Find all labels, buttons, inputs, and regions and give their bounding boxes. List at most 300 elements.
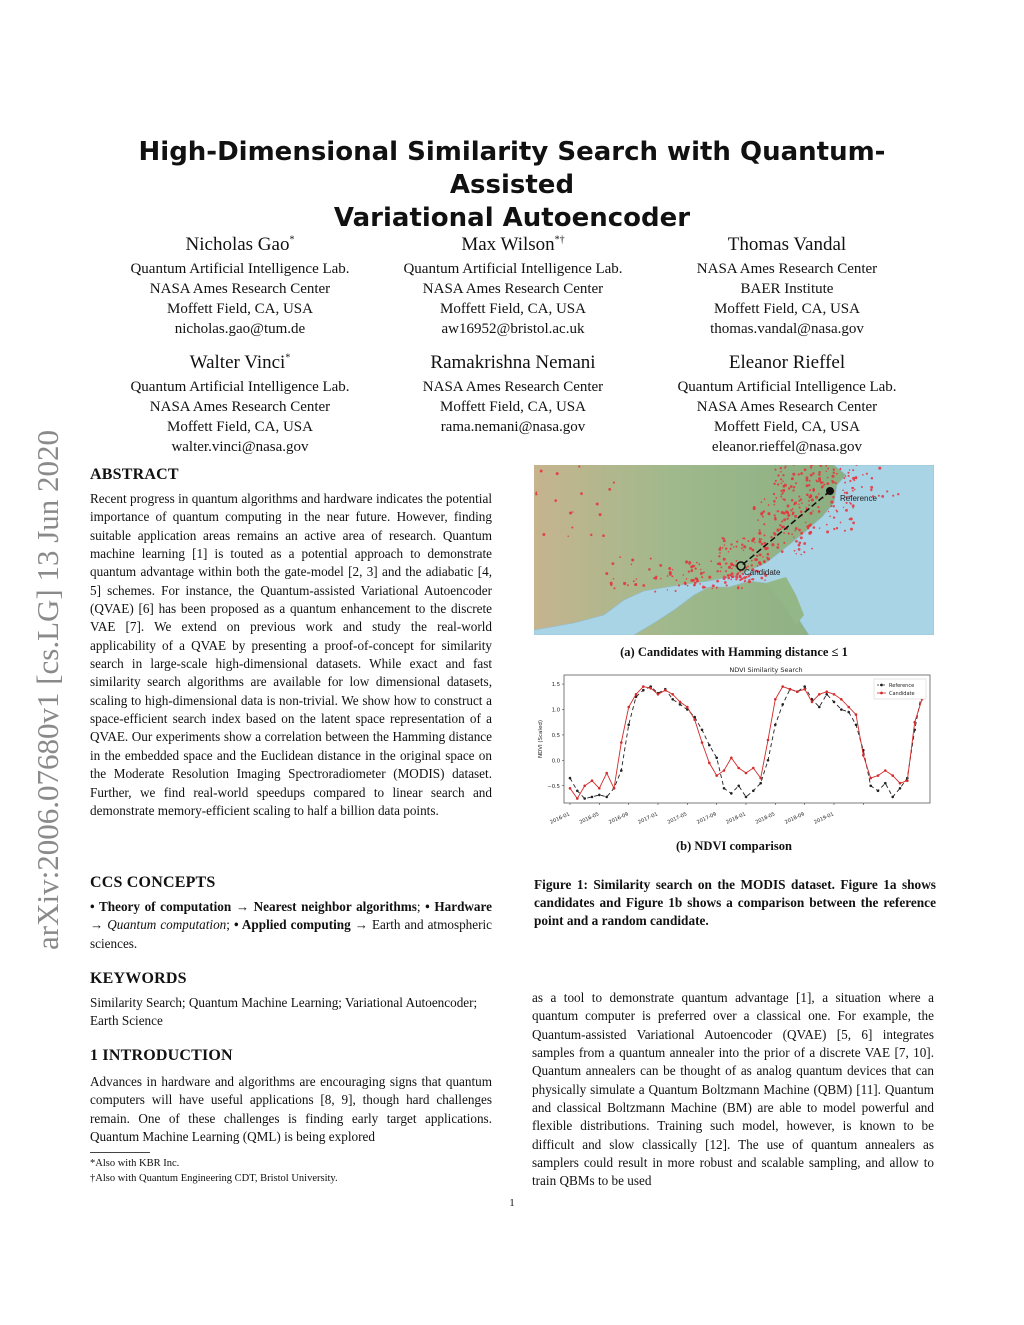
ccs-arrow: → — [90, 917, 104, 933]
data-point-candidate — [730, 757, 733, 760]
author-email[interactable]: thomas.vandal@nasa.gov — [710, 321, 864, 337]
author-email[interactable]: rama.nemani@nasa.gov — [440, 419, 586, 435]
candidates-map — [534, 465, 934, 635]
hotspot — [667, 589, 668, 590]
author-block — [363, 233, 663, 339]
hotspot — [753, 507, 756, 510]
hotspot — [777, 510, 779, 512]
hotspot — [667, 575, 669, 577]
data-point-candidate — [649, 687, 652, 690]
hotspot — [642, 584, 645, 587]
hotspot — [725, 570, 727, 572]
ccs-heading: CCS CONCEPTS — [90, 874, 216, 891]
data-point-candidate — [679, 701, 682, 704]
hotspot — [759, 553, 762, 556]
hotspot — [540, 470, 543, 473]
data-point-reference — [737, 785, 740, 788]
data-point-reference — [774, 724, 777, 727]
author-block — [637, 351, 937, 457]
data-point-reference — [855, 724, 858, 727]
hotspot — [572, 511, 574, 513]
affiliation-line: Moffett Field, CA, USA — [440, 301, 586, 317]
hotspot — [806, 484, 809, 487]
hotspot — [791, 478, 793, 480]
hotspot — [687, 585, 689, 587]
hotspot — [845, 509, 848, 512]
hotspot — [686, 578, 688, 580]
author-email[interactable]: walter.vinci@nasa.gov — [171, 439, 309, 455]
data-point-candidate — [664, 689, 667, 692]
hotspot — [730, 543, 732, 545]
keywords-heading: KEYWORDS — [90, 970, 187, 987]
data-point-candidate — [774, 698, 777, 701]
hotspot — [844, 482, 846, 484]
data-point-reference — [745, 796, 748, 799]
data-point-candidate — [906, 779, 909, 782]
hotspot — [605, 572, 608, 575]
hotspot — [729, 574, 731, 576]
subfigure-a-caption: (a) Candidates with Hamming distance ≤ 1 — [620, 645, 848, 659]
data-point-reference — [642, 689, 645, 692]
data-point-candidate — [671, 693, 674, 696]
hotspot — [726, 584, 728, 586]
hotspot — [757, 565, 759, 567]
hotspot — [688, 561, 691, 564]
hotspot — [829, 516, 831, 518]
hotspot — [723, 538, 725, 540]
hotspot — [631, 558, 634, 561]
hotspot — [569, 511, 572, 514]
ccs-body — [90, 898, 492, 953]
hotspot — [775, 480, 777, 482]
author-mark: * — [285, 352, 291, 364]
hotspot — [757, 519, 759, 521]
candidate-label: Candidate — [744, 568, 781, 577]
hotspot — [832, 496, 834, 498]
hotspot — [810, 524, 812, 526]
ccs-term: • Applied computing — [233, 917, 351, 933]
data-point-reference — [877, 790, 880, 793]
hotspot — [788, 487, 790, 489]
hotspot — [735, 578, 737, 580]
hotspot — [676, 579, 678, 581]
hotspot — [793, 486, 795, 488]
hotspot — [897, 493, 899, 495]
data-point-reference — [884, 782, 887, 785]
hotspot — [852, 490, 854, 492]
x-tick-label: 2016-09 — [608, 811, 630, 826]
hotspot — [669, 573, 672, 576]
hotspot — [752, 537, 755, 540]
author-email[interactable]: nicholas.gao@tum.de — [174, 321, 306, 337]
data-point-candidate — [877, 774, 880, 777]
hotspot — [694, 565, 696, 567]
hotspot — [812, 510, 814, 512]
data-point-candidate — [635, 693, 638, 696]
data-point-reference — [833, 701, 836, 704]
hotspot — [839, 468, 841, 470]
hotspot — [781, 520, 783, 522]
author-mark: *† — [554, 234, 565, 246]
hotspot — [788, 532, 790, 534]
hotspot — [851, 487, 853, 489]
data-point-candidate — [627, 706, 630, 709]
footnote: *Also with KBR Inc. — [90, 1158, 180, 1169]
hotspot — [780, 471, 782, 473]
hotspot — [695, 577, 697, 579]
hotspot — [800, 536, 803, 539]
data-point-candidate — [855, 713, 858, 716]
author-mark: * — [289, 234, 295, 246]
affiliation-line: Moffett Field, CA, USA — [440, 399, 586, 415]
hotspot — [777, 474, 779, 476]
hotspot — [798, 548, 801, 551]
hotspot — [783, 518, 786, 521]
hotspot — [794, 550, 796, 552]
hotspot — [833, 468, 835, 470]
data-point-candidate — [642, 685, 645, 688]
hotspot — [742, 538, 744, 540]
y-tick-label: 1.5 — [551, 682, 560, 689]
hotspot — [780, 482, 782, 484]
hotspot — [850, 517, 853, 520]
hotspot — [852, 504, 855, 507]
x-ticks — [549, 803, 863, 826]
hotspot — [773, 493, 775, 495]
hotspot — [730, 579, 732, 581]
hotspot — [810, 512, 813, 515]
hotspot — [833, 472, 835, 474]
hotspot — [782, 489, 785, 492]
data-point-candidate — [818, 693, 821, 696]
y-tick-label: 0.5 — [551, 732, 560, 739]
hotspot — [840, 522, 842, 524]
hotspot — [741, 544, 743, 546]
hotspot — [719, 552, 721, 554]
hotspot — [849, 480, 851, 482]
hotspot — [718, 555, 720, 557]
introduction-body-right — [532, 989, 934, 1191]
data-point-reference — [715, 757, 718, 760]
ccs-term: • Hardware — [425, 899, 492, 914]
hotspot — [716, 570, 718, 572]
hotspot — [743, 545, 746, 548]
keywords-body — [90, 994, 492, 1031]
hotspot — [800, 472, 803, 475]
introduction-heading: 1 INTRODUCTION — [90, 1047, 233, 1064]
hotspot — [848, 475, 850, 477]
hotspot — [781, 494, 782, 495]
data-point-candidate — [803, 688, 806, 691]
hotspot — [810, 466, 812, 468]
hotspot — [833, 528, 835, 530]
hotspot — [774, 518, 777, 521]
x-tick-label: 2017-09 — [696, 811, 718, 826]
hotspot — [723, 558, 726, 561]
hotspot — [736, 573, 738, 575]
hotspot — [808, 532, 811, 535]
hotspot — [779, 528, 781, 530]
data-point-candidate — [686, 706, 689, 709]
hotspot — [700, 569, 701, 570]
hotspot — [633, 580, 635, 582]
hotspot — [613, 482, 615, 484]
x-tick-label: 2016-05 — [578, 811, 601, 826]
hotspot — [759, 538, 761, 540]
hotspot — [767, 558, 768, 559]
hotspot — [736, 546, 738, 548]
hotspot — [792, 512, 795, 515]
y-tick-label: −0.5 — [547, 783, 560, 790]
y-ticks — [547, 682, 564, 790]
hotspot — [871, 477, 873, 479]
hotspot — [808, 504, 810, 506]
hotspot — [627, 584, 629, 586]
hotspot — [743, 550, 744, 551]
data-point-candidate — [884, 769, 887, 772]
hotspot — [758, 532, 761, 535]
hotspot — [830, 501, 833, 504]
introduction-text: Advances in hardware and algorithms are encouraging signs that quantum computers will have useful applications [8, 9], though hard challenges remain. One of these challenges is finding early target applications. Quantum Machine Learning (QML) is being explored — [90, 1074, 492, 1145]
hotspot — [763, 542, 766, 545]
data-point-candidate — [569, 787, 572, 790]
hotspot — [725, 548, 727, 550]
paper-title — [100, 136, 924, 235]
hotspot — [732, 575, 735, 578]
hotspot — [764, 579, 766, 581]
hotspot — [808, 500, 810, 502]
hotspot — [796, 553, 797, 554]
hotspot — [724, 544, 726, 546]
hotspot — [749, 547, 752, 550]
hotspot — [654, 591, 656, 593]
author-name: Eleanor Rieffel — [728, 352, 846, 373]
hotspot — [783, 532, 785, 534]
data-point-reference — [818, 706, 821, 709]
hotspot — [818, 480, 821, 483]
affiliation-line: Moffett Field, CA, USA — [167, 301, 313, 317]
hotspot — [696, 562, 698, 564]
author-block — [363, 351, 663, 437]
hotspot — [724, 581, 727, 584]
hotspot — [780, 467, 782, 469]
hotspot — [861, 486, 863, 488]
hotspot — [535, 491, 537, 493]
data-point-candidate — [701, 741, 704, 744]
hotspot — [608, 488, 611, 491]
hotspot — [751, 564, 753, 566]
hotspot — [798, 500, 800, 502]
data-point-candidate — [847, 706, 850, 709]
hotspot — [761, 543, 764, 546]
data-point-reference — [605, 796, 608, 799]
hotspot — [812, 472, 815, 475]
x-tick-label: 2016-01 — [549, 811, 571, 826]
data-point-candidate — [840, 698, 843, 701]
hotspot — [613, 587, 615, 589]
hotspot — [798, 544, 801, 547]
hotspot — [818, 493, 820, 495]
hotspot — [602, 534, 605, 537]
hotspot — [852, 507, 854, 509]
hotspot — [756, 555, 758, 557]
data-point-candidate — [825, 690, 828, 693]
hotspot — [803, 542, 806, 545]
hotspot — [725, 576, 727, 578]
hotspot — [792, 508, 794, 510]
chart-title: NDVI Similarity Search — [729, 666, 803, 674]
hotspot — [781, 526, 784, 529]
hotspot — [806, 507, 808, 509]
hotspot — [727, 577, 730, 580]
hotspot — [694, 582, 697, 585]
subfigure-b-caption: (b) NDVI comparison — [676, 839, 792, 853]
hotspot — [782, 474, 784, 476]
hotspot — [759, 563, 762, 566]
data-point-reference — [752, 790, 755, 793]
author-email[interactable]: aw16952@bristol.ac.uk — [441, 321, 585, 337]
hotspot — [828, 511, 829, 512]
x-tick-label: 2018-01 — [725, 811, 747, 826]
author-email[interactable]: eleanor.rieffel@nasa.gov — [711, 439, 863, 455]
affiliation-line: Quantum Artificial Intelligence Lab. — [677, 379, 897, 395]
hotspot — [866, 473, 868, 475]
hotspot — [702, 586, 705, 589]
data-point-reference — [576, 790, 579, 793]
ccs-term: • Theory of computation — [90, 899, 232, 914]
hotspot — [768, 504, 770, 506]
hotspot — [737, 577, 739, 579]
hotspot — [738, 586, 740, 588]
hotspot — [580, 492, 583, 495]
hotspot — [623, 582, 626, 585]
hotspot — [833, 516, 835, 518]
affiliation-line: Quantum Artificial Intelligence Lab. — [130, 379, 350, 395]
hotspot — [728, 566, 731, 569]
hotspot — [870, 489, 872, 491]
hotspot — [727, 575, 729, 577]
affiliation-line: Quantum Artificial Intelligence Lab. — [403, 261, 623, 277]
data-point-candidate — [657, 693, 660, 696]
x-tick-label: 2018-09 — [784, 811, 806, 826]
data-point-candidate — [693, 718, 696, 721]
hotspot — [798, 473, 800, 475]
hotspot — [849, 469, 850, 470]
hotspot — [671, 575, 673, 577]
hotspot — [741, 587, 743, 589]
hotspot — [712, 588, 713, 589]
hotspot — [795, 527, 798, 530]
data-point-reference — [899, 787, 902, 790]
hotspot — [777, 543, 779, 545]
hotspot — [698, 563, 700, 565]
hotspot — [685, 583, 687, 585]
hotspot — [683, 574, 685, 576]
hotspot — [809, 489, 811, 491]
y-tick-label: 1.0 — [551, 707, 560, 714]
hotspot — [610, 584, 612, 586]
data-point-candidate — [620, 741, 623, 744]
hotspot — [813, 489, 815, 491]
hotspot — [818, 473, 821, 476]
hotspot — [780, 496, 782, 498]
author-name: Thomas Vandal — [727, 234, 847, 255]
data-point-candidate — [613, 787, 616, 790]
hotspot — [750, 579, 752, 581]
data-point-candidate — [869, 777, 872, 780]
legend — [874, 679, 926, 699]
hotspot — [744, 580, 746, 582]
data-point-reference — [781, 703, 784, 706]
hotspot — [668, 567, 671, 570]
hotspot — [811, 548, 813, 550]
hotspot — [826, 482, 829, 485]
hotspot — [800, 510, 803, 513]
data-point-reference — [869, 785, 872, 788]
affiliation-line: NASA Ames Research Center — [422, 379, 604, 395]
data-point-candidate — [598, 787, 601, 790]
keywords-text: Similarity Search; Quantum Machine Learning; Variational Autoencoder; Earth Science — [90, 995, 478, 1029]
x-tick-label: 2017-05 — [666, 811, 689, 826]
hotspot — [776, 529, 779, 532]
hotspot — [798, 529, 801, 532]
title-line-2: Variational Autoencoder — [333, 203, 691, 233]
hotspot — [803, 551, 805, 553]
hotspot — [736, 541, 738, 543]
ccs-term: Nearest neighbor algorithms — [253, 899, 417, 914]
data-point-candidate — [891, 774, 894, 777]
hotspot — [843, 507, 844, 508]
arxiv-id: arXiv:2006.07680v1 [cs.LG] 13 Jun 2020 — [30, 429, 65, 950]
hotspot — [774, 533, 776, 535]
x-tick-label: 2018-05 — [754, 811, 777, 826]
data-point-reference — [679, 703, 682, 706]
hotspot — [719, 570, 721, 572]
hotspot — [764, 534, 766, 536]
hotspot — [542, 533, 545, 536]
hotspot — [843, 477, 845, 479]
hotspot — [826, 530, 829, 533]
data-point-candidate — [752, 767, 755, 770]
hotspot — [815, 496, 818, 499]
data-point-candidate — [708, 762, 711, 765]
hotspot — [852, 477, 855, 480]
data-point-candidate — [789, 688, 792, 691]
data-point-candidate — [899, 782, 902, 785]
legend-reference-marker — [880, 684, 883, 687]
hotspot — [818, 510, 821, 513]
hotspot — [831, 475, 834, 478]
hotspot — [759, 529, 761, 531]
hotspot — [754, 542, 755, 543]
data-point-candidate — [715, 774, 718, 777]
hotspot — [648, 568, 651, 571]
hotspot — [850, 528, 853, 531]
affiliation-line: Quantum Artificial Intelligence Lab. — [130, 261, 350, 277]
hotspot — [730, 563, 733, 566]
hotspot — [762, 556, 764, 558]
ccs-term: Earth and atmospheric sciences. — [90, 917, 493, 951]
hotspot — [578, 466, 580, 468]
abstract-heading: ABSTRACT — [90, 466, 179, 483]
hotspot — [854, 489, 856, 491]
hotspot — [763, 523, 765, 525]
hotspot — [690, 569, 693, 572]
hotspot — [751, 560, 753, 562]
ccs-arrow: → — [354, 917, 368, 933]
data-point-reference — [583, 797, 586, 800]
data-point-candidate — [605, 772, 608, 775]
